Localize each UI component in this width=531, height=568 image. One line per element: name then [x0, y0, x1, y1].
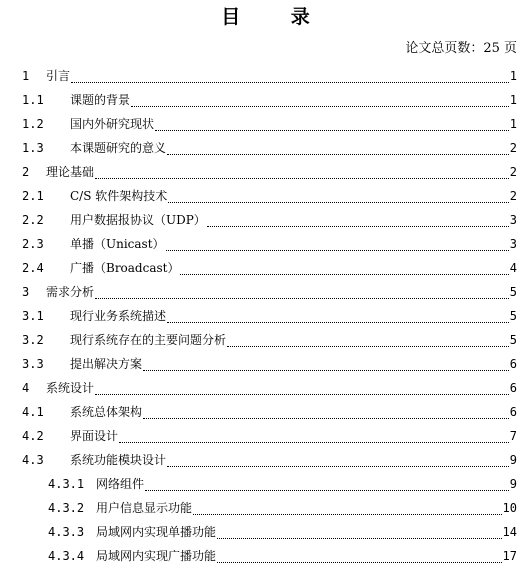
toc-entry-title: 界面设计 [70, 429, 119, 443]
toc-entry-number: 4.3.1 [48, 477, 85, 491]
toc-entry-page: 10 [502, 501, 517, 515]
toc-entry-number: 1.1 [22, 93, 44, 107]
toc-dot-leader [95, 298, 509, 299]
toc-entry-title: 系统功能模块设计 [70, 453, 167, 467]
toc-entry-number: 2 [22, 165, 30, 179]
toc-entry[interactable] [0, 303, 531, 327]
toc-dot-leader [168, 202, 509, 203]
toc-entry[interactable] [0, 255, 531, 279]
toc-entry[interactable] [0, 327, 531, 351]
toc-entry-number: 1.3 [22, 141, 44, 155]
toc-entry-title: 系统设计 [46, 381, 95, 395]
toc-dot-leader [180, 274, 508, 275]
toc-dot-leader [166, 250, 509, 251]
toc-entry-number: 4.1 [22, 405, 44, 419]
toc-entry-number: 4.3 [22, 453, 44, 467]
toc-dot-leader [143, 370, 509, 371]
toc-entry-number: 2.2 [22, 213, 44, 227]
toc-entry-title: 课题的背景 [70, 93, 131, 107]
toc-dot-leader [217, 538, 502, 539]
toc-entry-title: C/S 软件架构技术 [70, 189, 168, 203]
toc-entry-number: 2.3 [22, 237, 44, 251]
toc-entry-page: 3 [509, 237, 517, 251]
toc-entry-title: 局域网内实现单播功能 [96, 525, 217, 539]
toc-entry-title: 用户数据报协议（UDP） [70, 213, 206, 227]
toc-entry-number: 3 [22, 285, 30, 299]
toc-entry[interactable] [0, 471, 531, 495]
toc-entry-page: 7 [509, 429, 517, 443]
toc-entry-page: 5 [509, 333, 517, 347]
toc-entry-page: 9 [509, 453, 517, 467]
toc-entry-page: 6 [509, 357, 517, 371]
toc-entry-title: 理论基础 [46, 165, 95, 179]
toc-entry-page: 6 [509, 381, 517, 395]
toc-entry[interactable] [0, 135, 531, 159]
toc-entry-title: 局域网内实现广播功能 [96, 549, 217, 563]
page-title: 目 录 [221, 6, 332, 28]
toc-entry-page: 2 [509, 165, 517, 179]
toc-entry[interactable] [0, 543, 531, 567]
toc-entry-number: 3.3 [22, 357, 44, 371]
table-of-contents [0, 63, 531, 567]
toc-entry-number: 3.2 [22, 333, 44, 347]
toc-entry-page: 5 [509, 309, 517, 323]
toc-dot-leader [193, 514, 502, 515]
toc-entry[interactable] [0, 519, 531, 543]
toc-entry-title: 国内外研究现状 [70, 117, 155, 131]
toc-entry[interactable] [0, 423, 531, 447]
toc-entry-number: 1 [22, 69, 30, 83]
toc-entry-title: 需求分析 [46, 285, 95, 299]
toc-entry-number: 2.1 [22, 189, 44, 203]
toc-dot-leader [167, 466, 509, 467]
toc-entry[interactable] [0, 495, 531, 519]
toc-entry[interactable] [0, 399, 531, 423]
toc-dot-leader [217, 562, 502, 563]
toc-entry-title: 用户信息显示功能 [96, 501, 193, 515]
toc-entry-title: 引言 [46, 69, 71, 83]
toc-entry[interactable] [0, 111, 531, 135]
toc-entry[interactable] [0, 183, 531, 207]
toc-entry-page: 2 [509, 189, 517, 203]
toc-entry[interactable] [0, 87, 531, 111]
toc-entry-page: 5 [509, 285, 517, 299]
toc-entry-title: 现行系统存在的主要问题分析 [70, 333, 227, 347]
total-page-count: 论文总页数：25 页 [405, 41, 517, 56]
toc-entry-title: 系统总体架构 [70, 405, 143, 419]
toc-entry-page: 1 [509, 93, 517, 107]
toc-dot-leader [167, 154, 509, 155]
toc-entry-title: 提出解决方案 [70, 357, 143, 371]
toc-entry-number: 1.2 [22, 117, 44, 131]
toc-entry[interactable] [0, 351, 531, 375]
toc-dot-leader [95, 394, 509, 395]
toc-entry-page: 17 [502, 549, 517, 563]
toc-entry[interactable] [0, 231, 531, 255]
toc-entry-number: 4.3.3 [48, 525, 85, 539]
toc-entry[interactable] [0, 279, 531, 303]
toc-dot-leader [131, 106, 509, 107]
toc-dot-leader [143, 418, 509, 419]
toc-dot-leader [167, 322, 509, 323]
toc-entry-title: 本课题研究的意义 [70, 141, 167, 155]
toc-entry[interactable] [0, 375, 531, 399]
toc-entry-number: 4 [22, 381, 30, 395]
toc-entry[interactable] [0, 207, 531, 231]
toc-entry-number: 4.3.4 [48, 549, 85, 563]
toc-entry-page: 14 [502, 525, 517, 539]
toc-entry[interactable] [0, 447, 531, 471]
toc-entry[interactable] [0, 159, 531, 183]
toc-entry-number: 4.3.2 [48, 501, 85, 515]
toc-entry-page: 3 [509, 213, 517, 227]
toc-entry-page: 6 [509, 405, 517, 419]
toc-entry-title: 网络组件 [96, 477, 145, 491]
toc-entry-title: 单播（Unicast） [70, 237, 165, 251]
toc-entry-page: 1 [509, 69, 517, 83]
toc-dot-leader [145, 490, 509, 491]
toc-entry-title: 现行业务系统描述 [70, 309, 167, 323]
toc-entry-page: 4 [509, 261, 517, 275]
toc-dot-leader [95, 178, 509, 179]
toc-dot-leader [71, 82, 509, 83]
toc-entry[interactable] [0, 63, 531, 87]
toc-entry-number: 4.2 [22, 429, 44, 443]
toc-entry-page: 1 [509, 117, 517, 131]
toc-entry-number: 3.1 [22, 309, 44, 323]
toc-entry-page: 9 [509, 477, 517, 491]
toc-dot-leader [207, 226, 509, 227]
toc-entry-number: 2.4 [22, 261, 44, 275]
toc-entry-title: 广播（Broadcast） [70, 261, 180, 275]
toc-entry-page: 2 [509, 141, 517, 155]
toc-dot-leader [227, 346, 509, 347]
toc-dot-leader [155, 130, 509, 131]
toc-dot-leader [119, 442, 509, 443]
